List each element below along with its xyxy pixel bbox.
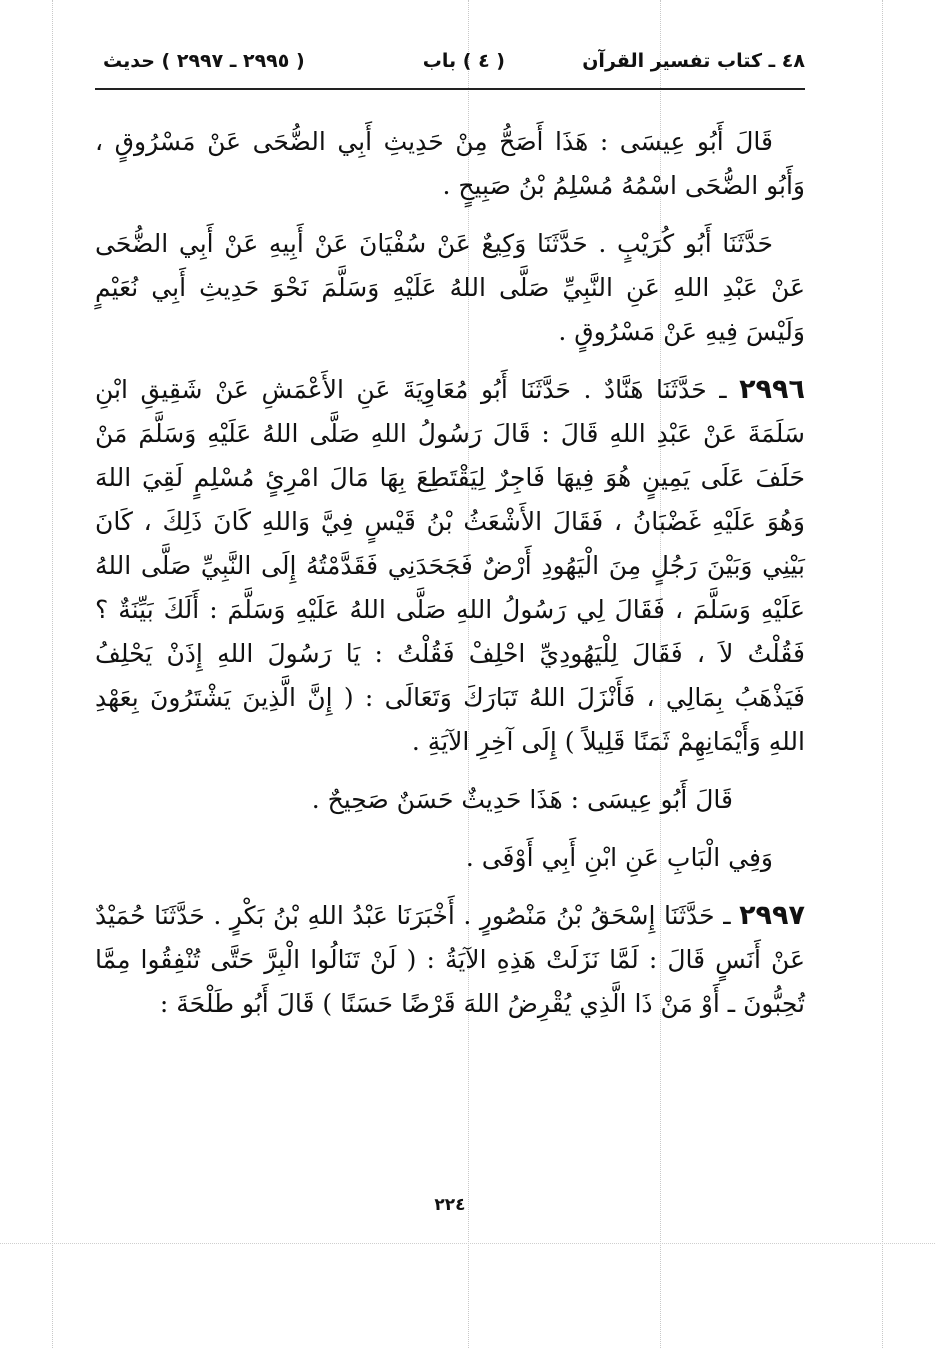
paragraph bbox=[95, 778, 805, 822]
hadith-paragraph bbox=[95, 368, 805, 764]
book-page bbox=[95, 30, 805, 1040]
hadith-number: ٢٩٩٦ bbox=[739, 374, 805, 405]
scan-guide-line bbox=[882, 0, 883, 1348]
hadith-paragraph bbox=[95, 894, 805, 1026]
header-book-title: ٤٨ ـ كتاب تفسير القرآن bbox=[582, 50, 805, 72]
paragraph-text: ـ حَدَّثَنَا هَنَّادٌ . حَدَّثَنَا أَبُو مُعَاوِيَةَ عَنِ الأَعْمَشِ عَنْ شَقِيقِ ابْنِ سَلَمَةَ عَنْ عَبْدِ اللهِ قَالَ : قَالَ رَسُولُ اللهِ صَلَّى اللهُ عَلَيْهِ وَسَلَّمَ مَنْ حَلَفَ عَلَى يَمِينٍ هُوَ فِيهَا فَاجِرٌ لِيَقْتَطِعَ بِهَا مَالَ امْرِئٍ مُسْلِمٍ لَقِيَ اللهَ وَهُوَ عَلَيْهِ غَضْبَانُ ، فَقَالَ الأَشْعَثُ بْنُ قَيْسٍ فِيَّ وَاللهِ كَانَ ذَلِكَ ، كَانَ بَيْنِي وَبَيْنَ رَجُلٍ مِنَ الْيَهُودِ أَرْضٌ فَجَحَدَنِي فَقَدَّمْتُهُ إِلَى النَّبِيِّ صَلَّى اللهُ عَلَيْهِ وَسَلَّمَ ، فَقَالَ لِي رَسُولُ اللهِ صَلَّى اللهُ عَلَيْهِ وَسَلَّمَ : أَلَكَ بَيِّنَةٌ ؟ فَقُلْتُ لاَ ، فَقَالَ لِلْيَهُودِيِّ احْلِفْ فَقُلْتُ : يَا رَسُولَ اللهِ إِذَنْ يَحْلِفُ فَيَذْهَبُ بِمَالِي ، فَأَنْزَلَ اللهُ تَبَارَكَ وَتَعَالَى : ( إِنَّ الَّذِينَ يَشْتَرُونَ بِعَهْدِ اللهِ وَأَيْمَانِهِمْ ثَمَنًا قَلِيلاً ) إِلَى آخِرِ الآيَةِ . bbox=[95, 375, 805, 756]
header-hadith-range: ( ٢٩٩٥ ـ ٢٩٩٧ ) حديث bbox=[103, 50, 305, 72]
header-rule bbox=[95, 88, 805, 90]
paragraph bbox=[95, 836, 805, 880]
page-number: ٢٢٤ bbox=[434, 1195, 466, 1215]
hadith-number: ٢٩٩٧ bbox=[739, 900, 805, 931]
paragraph-text: ـ حَدَّثَنَا إِسْحَقُ بْنُ مَنْصُورٍ . أَخْبَرَنَا عَبْدُ اللهِ بْنُ بَكْرٍ . حَدَّثَنَا حُمَيْدٌ عَنْ أَنَسٍ قَالَ : لَمَّا نَزَلَتْ هَذِهِ الآيَةُ : ( لَنْ تَنَالُوا الْبِرَّ حَتَّى تُنْفِقُوا مِمَّا تُحِبُّونَ ـ أَوْ مَنْ ذَا الَّذِي يُقْرِضُ اللهَ قَرْضًا حَسَنًا ) قَالَ أَبُو طَلْحَةَ : bbox=[95, 901, 805, 1018]
paragraph-text: وَفِي الْبَابِ عَنِ ابْنِ أَبِي أَوْفَى . bbox=[465, 843, 773, 872]
scan-guide-line bbox=[52, 0, 53, 1348]
scan-guide-line bbox=[0, 1243, 935, 1244]
running-header bbox=[95, 30, 805, 88]
paragraph-text: قَالَ أَبُو عِيسَى : هَذَا حَدِيثٌ حَسَنٌ صَحِيحٌ . bbox=[311, 785, 733, 814]
header-chapter: ( ٤ ) باب bbox=[422, 50, 505, 72]
paragraph-text: قَالَ أَبُو عِيسَى : هَذَا أَصَحُّ مِنْ حَدِيثِ أَبِي الضُّحَى عَنْ مَسْرُوقٍ ، وَأَبُو الضُّحَى اسْمُهُ مُسْلِمُ بْنُ صَبِيحٍ . bbox=[95, 127, 805, 200]
paragraph bbox=[95, 222, 805, 354]
paragraph-text: حَدَّثَنَا أَبُو كُرَيْبٍ . حَدَّثَنَا وَكِيعٌ عَنْ سُفْيَانَ عَنْ أَبِيهِ عَنْ أَبِي الضُّحَى عَنْ عَبْدِ اللهِ عَنِ النَّبِيِّ صَلَّى اللهُ عَلَيْهِ وَسَلَّمَ نَحْوَ حَدِيثِ أَبِي نُعَيْمٍ وَلَيْسَ فِيهِ عَنْ مَسْرُوقٍ . bbox=[95, 229, 805, 346]
paragraph bbox=[95, 120, 805, 208]
